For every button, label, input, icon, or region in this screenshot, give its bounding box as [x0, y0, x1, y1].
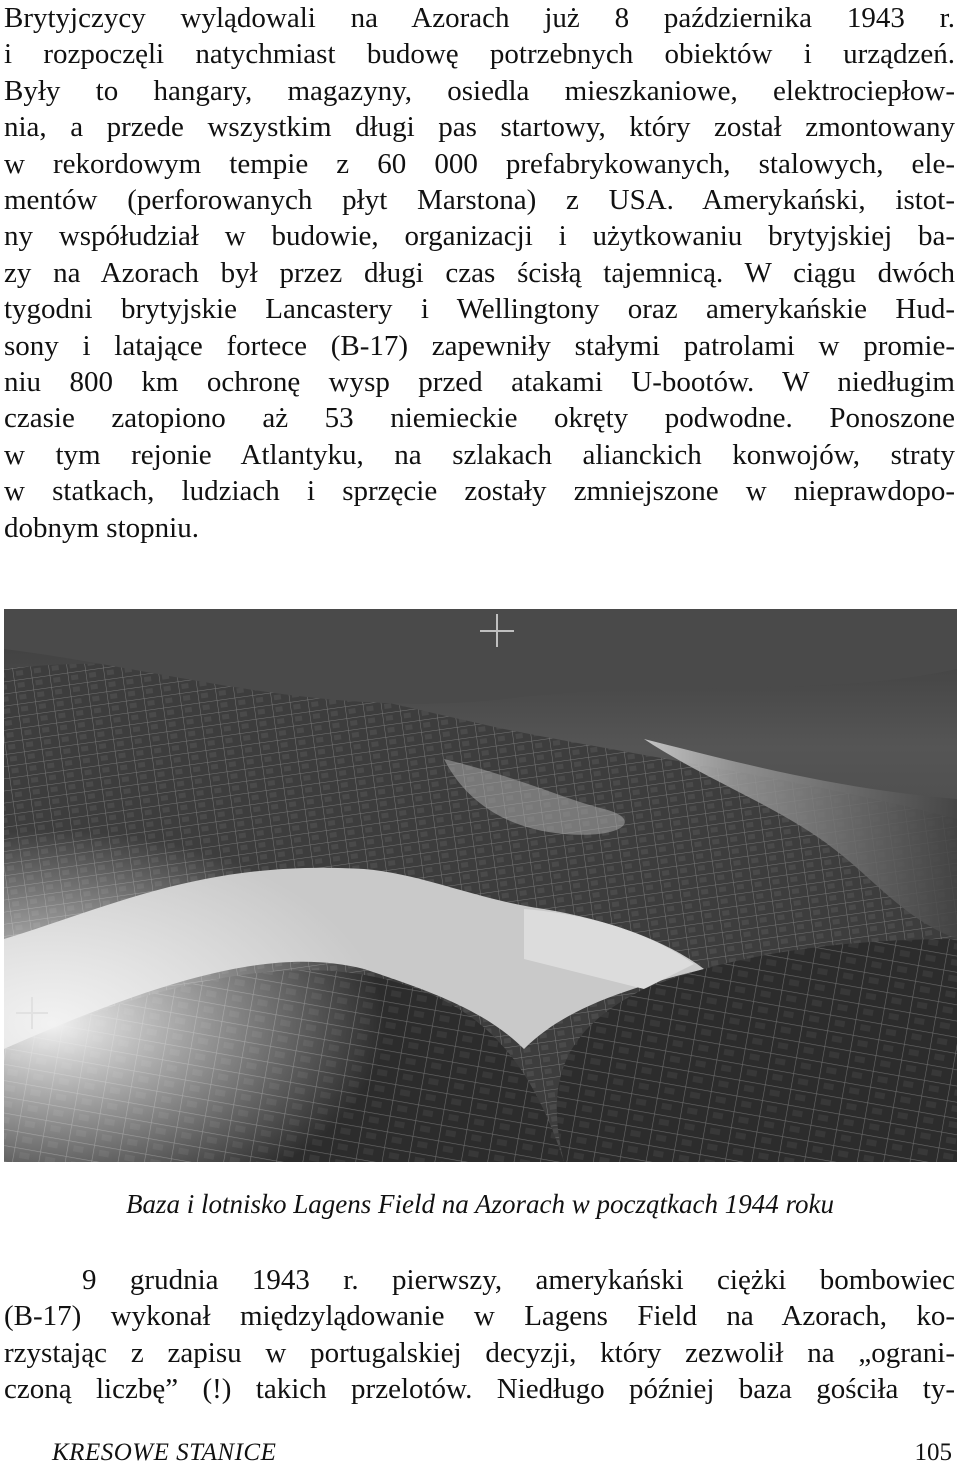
text-line: w statkach, ludziach i sprzęcie zostały zmniejszone w nieprawdopo-	[4, 475, 955, 508]
photo-caption: Baza i lotnisko Lagens Field na Azorach w początkach 1944 roku	[126, 1189, 834, 1219]
text-line: Były to hangary, magazyny, osiedla mieszkaniowe, elektrociepłow-	[4, 74, 955, 107]
text-line: w tym rejonie Atlantyku, na szlakach alianckich konwojów, straty	[4, 438, 955, 471]
text-line: sony i latające fortece (B-17) zapewniły stałymi patrolami w promie-	[4, 329, 955, 362]
text-line: nia, a przede wszystkim długi pas startowy, który został zmontowany	[4, 111, 955, 144]
text-line: (B-17) wykonał międzylądowanie w Lagens Field na Azorach, ko-	[4, 1300, 955, 1333]
running-footer-title: KRESOWE STANICE	[52, 1439, 277, 1466]
text-line: czasie zatopiono aż 53 niemieckie okręty podwodne. Ponoszone	[4, 402, 955, 435]
text-line: mentów (perforowanych płyt Marstona) z USA. Amerykański, istot-	[4, 184, 955, 217]
text-line: niu 800 km ochronę wysp przed atakami U-bootów. W niedługim	[4, 366, 955, 399]
text-line: czoną liczbę” (!) takich przelotów. Niedługo później baza gościła ty-	[4, 1373, 955, 1406]
text-line: tygodni brytyjskie Lancastery i Wellingtony oraz amerykańskie Hud-	[4, 293, 955, 326]
paragraph-1	[4, 0, 955, 546]
text-line: rzystając z zapisu w portugalskiej decyzji, który zezwolił na „ograni-	[4, 1336, 955, 1369]
page-number: 105	[914, 1439, 952, 1466]
aerial-photo-icon	[4, 609, 957, 1162]
text-line: dobnym stopniu.	[4, 511, 199, 544]
text-line: Brytyjczycy wylądowali na Azorach już 8 października 1943 r.	[4, 2, 955, 34]
text-line: zy na Azorach był przez długi czas ścisłą tajemnicą. W ciągu dwóch	[4, 256, 955, 289]
paragraph-2	[4, 1262, 955, 1408]
text-line: 9 grudnia 1943 r. pierwszy, amerykański ciężki bombowiec	[82, 1264, 955, 1296]
text-line: w rekordowym tempie z 60 000 prefabrykowanych, stalowych, ele-	[4, 147, 955, 180]
aerial-photo	[4, 609, 957, 1162]
text-line: ny współudział w budowie, organizacji i użytkowaniu brytyjskiej ba-	[4, 220, 955, 253]
text-line: i rozpoczęli natychmiast budowę potrzebnych obiektów i urządzeń.	[4, 38, 955, 71]
